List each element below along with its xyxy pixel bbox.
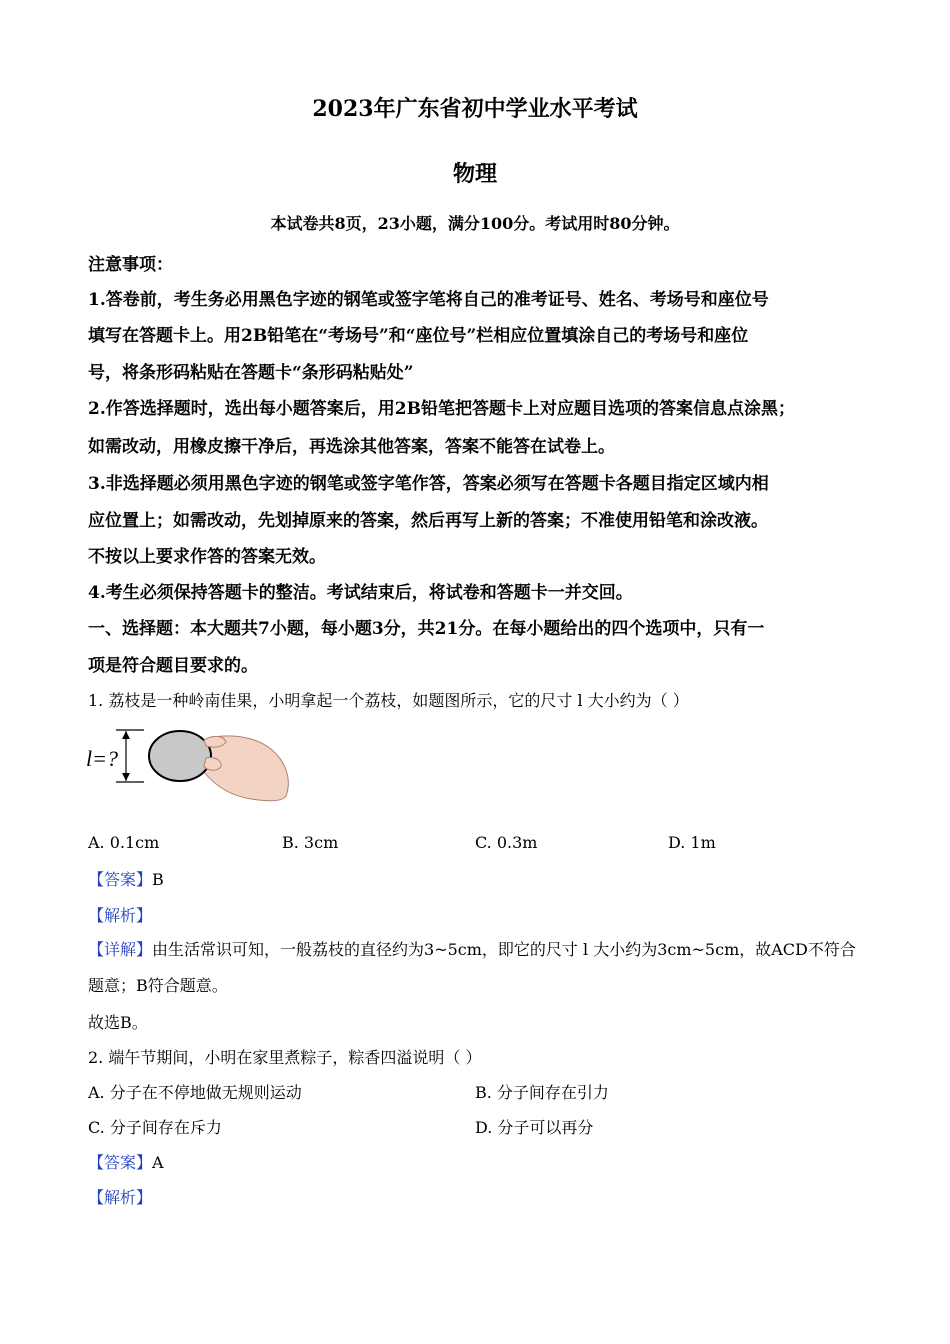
- detail-line: 题意；B符合题意。: [88, 976, 228, 995]
- note-line: 号，将条形码粘贴在答题卡“条形码粘贴处”: [88, 363, 414, 383]
- q2-option-d: D. 分子可以再分: [475, 1118, 594, 1137]
- q1-option-b: B. 3cm: [282, 833, 339, 852]
- answer-value: A: [152, 1153, 164, 1172]
- hand-finger: [204, 736, 226, 747]
- subject-title: 物理: [452, 161, 497, 187]
- lychee-figure: [86, 722, 296, 804]
- section-heading: 一、选择题：本大题共7小题，每小题3分，共21分。在每小题给出的四个选项中，只有一: [88, 619, 765, 639]
- note-line: 1.答卷前，考生务必用黑色字迹的钢笔或签字笔将自己的准考证号、姓名、考场号和座位号: [88, 290, 769, 310]
- answer-tag: 【答案】: [88, 1153, 153, 1172]
- detail-tag: 【详解】: [88, 940, 153, 959]
- q1-analysis: [88, 903, 152, 926]
- note-line: 4.考生必须保持答题卡的整洁。考试结束后，将试卷和答题卡一并交回。: [88, 583, 633, 603]
- analysis-tag: 【解析】: [88, 906, 153, 925]
- q1-detail: [88, 937, 856, 960]
- section-heading: 项是符合题目要求的。: [88, 656, 258, 676]
- q1-option-c: C. 0.3m: [475, 833, 538, 852]
- note-line: 如需改动，用橡皮擦干净后，再选涂其他答案，答案不能答在试卷上。: [88, 437, 615, 457]
- q2-option-a: A. 分子在不停地做无规则运动: [88, 1083, 302, 1102]
- notes-heading: 注意事项：: [88, 255, 173, 275]
- arrow-up-icon: [122, 731, 130, 739]
- question-2-stem: 2. 端午节期间，小明在家里煮粽子，粽香四溢说明（ ）: [88, 1048, 482, 1067]
- answer-tag: 【答案】: [88, 870, 153, 889]
- q1-answer: [88, 867, 164, 890]
- q2-option-b: B. 分子间存在引力: [475, 1083, 609, 1102]
- answer-value: B: [152, 870, 164, 889]
- q1-option-d: D. 1m: [668, 833, 716, 852]
- arrow-down-icon: [122, 773, 130, 781]
- exam-info: 本试卷共8页，23小题，满分100分。考试用时80分钟。: [270, 214, 680, 233]
- q2-analysis: [88, 1185, 152, 1208]
- lychee: [149, 731, 211, 781]
- page-title: 2023年广东省初中学业水平考试: [312, 96, 638, 122]
- figure-label: l=?: [86, 746, 118, 771]
- note-line: 不按以上要求作答的答案无效。: [88, 547, 326, 567]
- note-line: 2.作答选择题时，选出每小题答案后，用2B铅笔把答题卡上对应题目选项的答案信息点涂黑；: [88, 399, 795, 419]
- detail-line: 由生活常识可知，一般荔枝的直径约为3~5cm，即它的尺寸 l 大小约为3cm~5cm，故ACD不符合: [152, 940, 856, 959]
- q2-answer: [88, 1150, 164, 1173]
- note-line: 3.非选择题必须用黑色字迹的钢笔或签字笔作答，答案必须写在答题卡各题目指定区域内相: [88, 474, 769, 494]
- q1-conclusion: 故选B。: [88, 1013, 148, 1032]
- q1-option-a: A. 0.1cm: [88, 833, 160, 852]
- question-1-stem: 1. 荔枝是一种岭南佳果，小明拿起一个荔枝，如题图所示，它的尺寸 l 大小约为（ ）: [88, 691, 689, 710]
- analysis-tag: 【解析】: [88, 1188, 153, 1207]
- note-line: 应位置上；如需改动，先划掉原来的答案，然后再写上新的答案；不准使用铅笔和涂改液。: [88, 511, 768, 531]
- q2-option-c: C. 分子间存在斥力: [88, 1118, 222, 1137]
- note-line: 填写在答题卡上。用2B铅笔在“考场号”和“座位号”栏相应位置填涂自己的考场号和座位: [88, 326, 749, 346]
